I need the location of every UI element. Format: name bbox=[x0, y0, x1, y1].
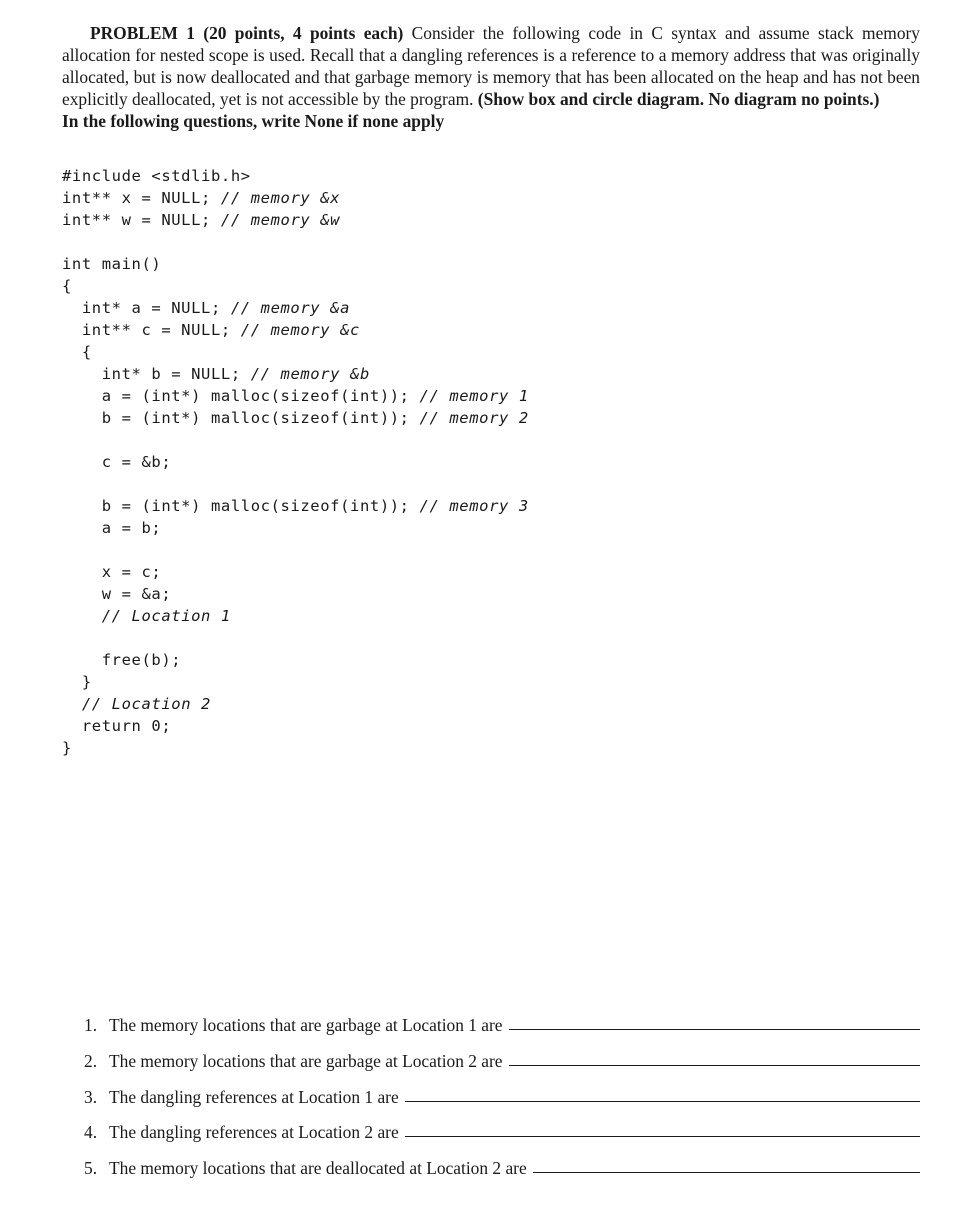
code-comment: // memory &w bbox=[220, 211, 341, 229]
code-line bbox=[62, 187, 529, 209]
code-text: c = &b; bbox=[62, 453, 172, 471]
problem-intro bbox=[62, 22, 920, 110]
code-line bbox=[62, 561, 529, 583]
code-text: int* a = NULL; bbox=[62, 299, 231, 317]
code-text: } bbox=[62, 739, 72, 757]
code-line bbox=[62, 451, 529, 473]
question-text: The dangling references at Location 2 are bbox=[109, 1122, 399, 1143]
question-item bbox=[84, 1087, 920, 1123]
code-line bbox=[62, 231, 529, 253]
code-comment: // memory &x bbox=[220, 189, 341, 207]
code-text: #include <stdlib.h> bbox=[62, 167, 251, 185]
code-comment: // memory 2 bbox=[419, 409, 529, 427]
question-number: 3. bbox=[84, 1086, 98, 1107]
code-text bbox=[62, 607, 102, 625]
code-line bbox=[62, 297, 529, 319]
question-item bbox=[84, 1122, 920, 1158]
problem-body: Consider the following code in C syntax and assume stack memory allocation for nested scope is used. Recall that a dangling references is a reference to a memory address that was originally allocated, but is now deallocated and that garbage memory is memory that has been allocated on the heap and has not been explicitly deallocated, yet is not accessible by the program. bbox=[62, 23, 921, 109]
code-line bbox=[62, 583, 529, 605]
code-text: a = b; bbox=[62, 519, 162, 537]
question-number: 1. bbox=[84, 1015, 98, 1035]
question-number: 2. bbox=[84, 1050, 98, 1071]
code-line bbox=[62, 539, 529, 561]
question-list bbox=[84, 1015, 920, 1194]
code-text: x = c; bbox=[62, 563, 162, 581]
question-number: 5. bbox=[84, 1158, 98, 1179]
code-text: } bbox=[62, 673, 92, 691]
question-text: The dangling references at Location 1 are bbox=[109, 1086, 399, 1107]
question-item bbox=[84, 1051, 920, 1087]
code-comment: // memory &c bbox=[240, 321, 360, 339]
code-comment: // Location 1 bbox=[101, 607, 231, 625]
code-line bbox=[62, 407, 529, 429]
code-line bbox=[62, 319, 529, 341]
code-text: int** c = NULL; bbox=[62, 321, 241, 339]
code-text: a = (int*) malloc(sizeof(int)); bbox=[62, 387, 420, 405]
code-line bbox=[62, 649, 529, 671]
code-line bbox=[62, 693, 529, 715]
code-text: b = (int*) malloc(sizeof(int)); bbox=[62, 409, 420, 427]
code-text: return 0; bbox=[62, 717, 172, 735]
diagram-note: (Show box and circle diagram. No diagram no points.) bbox=[477, 89, 880, 109]
problem-statement bbox=[62, 22, 920, 132]
question-item bbox=[84, 1015, 920, 1051]
question-text: The memory locations that are garbage at Location 2 are bbox=[109, 1050, 503, 1071]
code-line bbox=[62, 627, 529, 649]
code-line bbox=[62, 671, 529, 693]
code-comment: // memory 3 bbox=[419, 497, 529, 515]
code-comment: // Location 2 bbox=[81, 695, 211, 713]
code-line bbox=[62, 473, 529, 495]
question-item bbox=[84, 1158, 920, 1194]
code-text: { bbox=[62, 277, 72, 295]
answer-blank[interactable] bbox=[405, 1135, 920, 1137]
code-text: w = &a; bbox=[62, 585, 172, 603]
code-text: int** w = NULL; bbox=[62, 211, 221, 229]
code-line bbox=[62, 429, 529, 451]
code-comment: // memory &b bbox=[250, 365, 370, 383]
code-line bbox=[62, 737, 529, 759]
code-line bbox=[62, 517, 529, 539]
code-text bbox=[62, 695, 82, 713]
code-text: int main() bbox=[62, 255, 162, 273]
code-text: int** x = NULL; bbox=[62, 189, 221, 207]
code-line bbox=[62, 495, 529, 517]
code-line bbox=[62, 165, 529, 187]
problem-heading: PROBLEM 1 (20 points, 4 points each) bbox=[90, 23, 404, 43]
code-line bbox=[62, 275, 529, 297]
answer-blank[interactable] bbox=[509, 1028, 920, 1030]
question-text: The memory locations that are deallocated at Location 2 are bbox=[109, 1158, 527, 1179]
code-text: { bbox=[62, 343, 92, 361]
code-text: b = (int*) malloc(sizeof(int)); bbox=[62, 497, 420, 515]
code-line bbox=[62, 209, 529, 231]
answer-blank[interactable] bbox=[509, 1064, 920, 1066]
code-text: free(b); bbox=[62, 651, 182, 669]
instruction: In the following questions, write None if none apply bbox=[62, 111, 445, 131]
code-comment: // memory 1 bbox=[419, 387, 529, 405]
code-line bbox=[62, 253, 529, 275]
code-text: int* b = NULL; bbox=[62, 365, 251, 383]
code-comment: // memory &a bbox=[230, 299, 351, 317]
question-text: The memory locations that are garbage at Location 1 are bbox=[109, 1015, 503, 1035]
answer-blank[interactable] bbox=[405, 1100, 920, 1102]
code-line bbox=[62, 715, 529, 737]
code-line bbox=[62, 385, 529, 407]
question-number: 4. bbox=[84, 1122, 98, 1143]
code-line bbox=[62, 341, 529, 363]
code-line bbox=[62, 363, 529, 385]
code-line bbox=[62, 605, 529, 627]
answer-blank[interactable] bbox=[533, 1171, 920, 1173]
code-listing bbox=[62, 165, 529, 759]
